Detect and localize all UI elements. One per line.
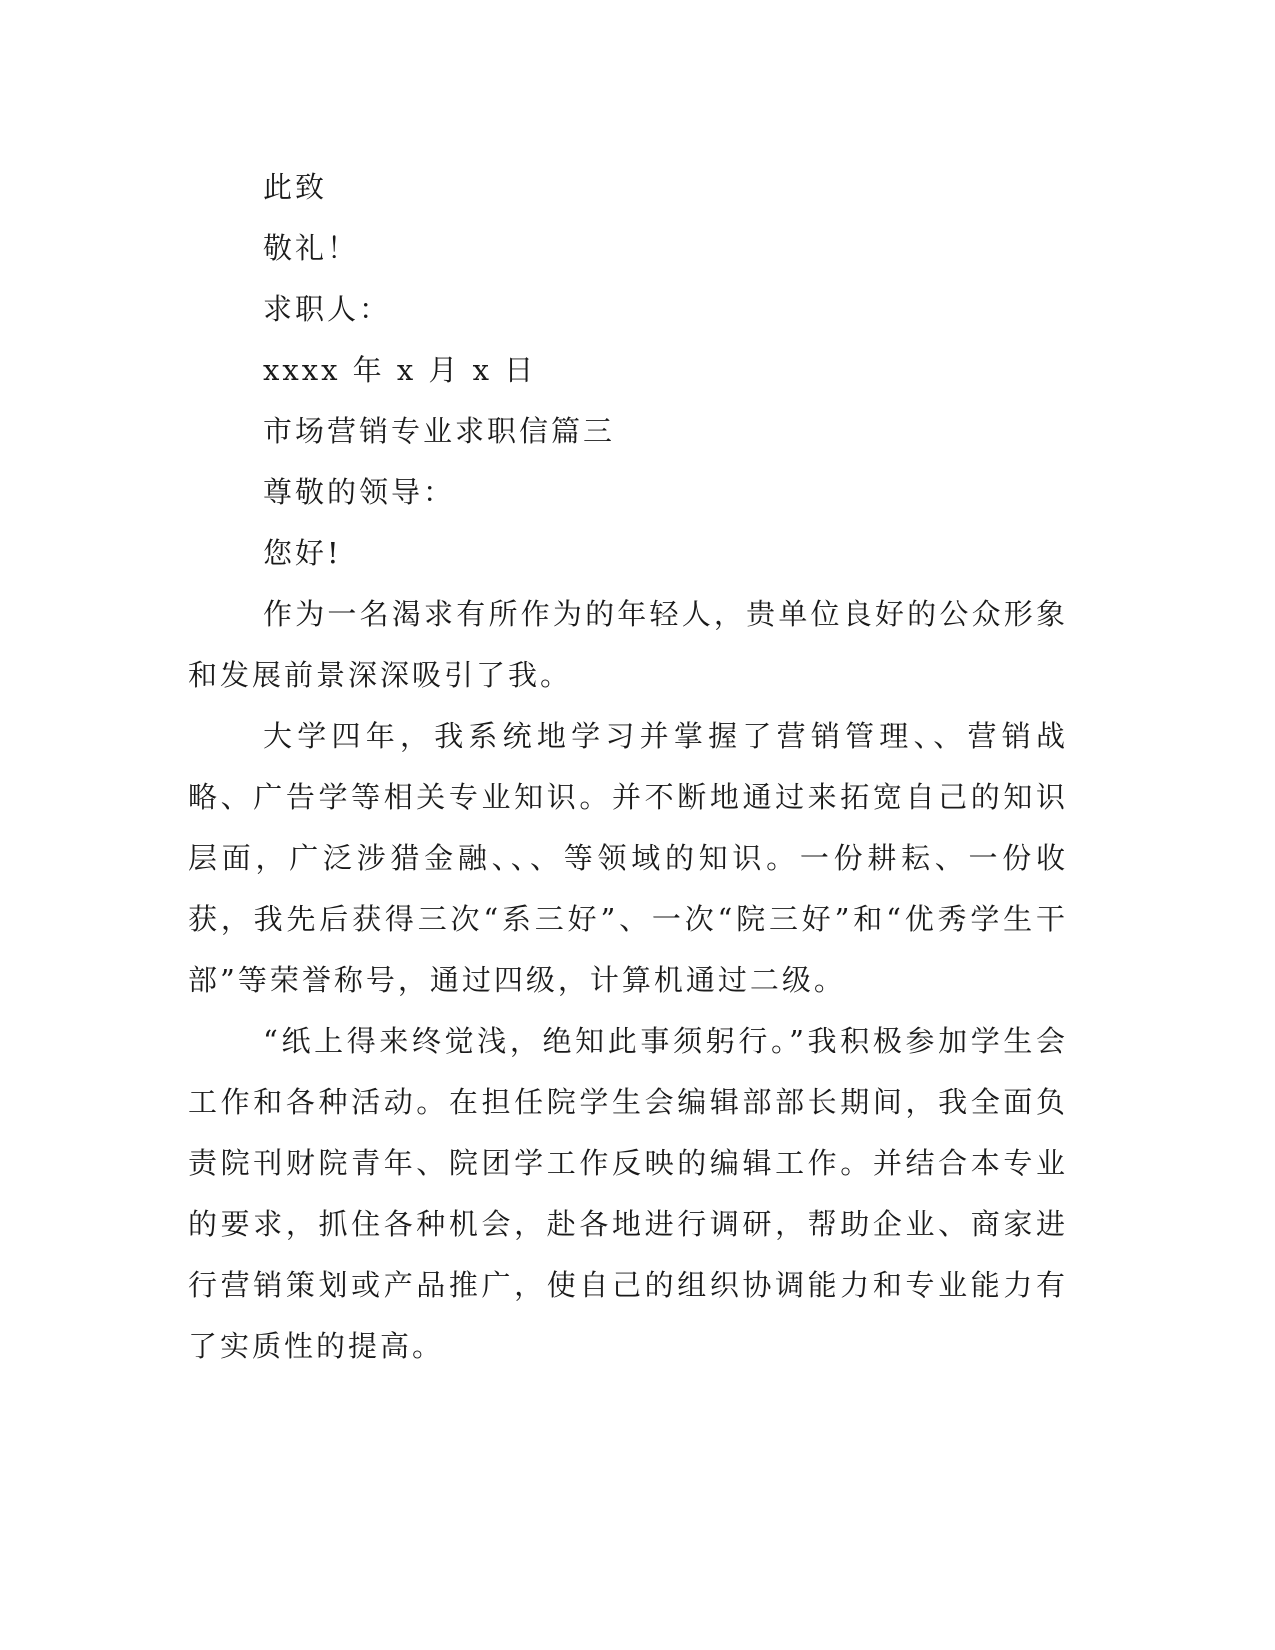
document-body <box>188 157 1068 1377</box>
body-paragraph-1: 作为一名渴求有所作为的年轻人，贵单位良好的公众形象和发展前景深深吸引了我。 <box>188 597 1068 692</box>
salutation: 尊敬的领导： <box>263 475 456 509</box>
closing-line-2: 敬礼！ <box>263 231 360 265</box>
signature-label: 求职人： <box>263 292 392 326</box>
greeting: 您好! <box>263 536 342 570</box>
section-title: 市场营销专业求职信篇三 <box>263 414 616 448</box>
closing-line-1: 此致 <box>263 170 328 204</box>
body-paragraph-2: 大学四年，我系统地学习并掌握了营销管理、、营销战略、广告学等相关专业知识。并不断地通过来拓宽自己的知识层面，广泛涉猎金融、、、等领域的知识。一份耕耘、一份收获，我先后获得三次“系三好”、一次“院三好”和“优秀学生干部”等荣誉称号，通过四级，计算机通过二级。 <box>188 719 1068 997</box>
body-paragraph-3: “纸上得来终觉浅，绝知此事须躬行。”我积极参加学生会工作和各种活动。在担任院学生会编辑部部长期间，我全面负责院刊财院青年、院团学工作反映的编辑工作。并结合本专业的要求，抓住各种机会，赴各地进行调研，帮助企业、商家进行营销策划或产品推广，使自己的组织协调能力和专业能力有了实质性的提高。 <box>188 1024 1068 1363</box>
letter-date: xxxx 年 x 月 x 日 <box>263 353 537 387</box>
